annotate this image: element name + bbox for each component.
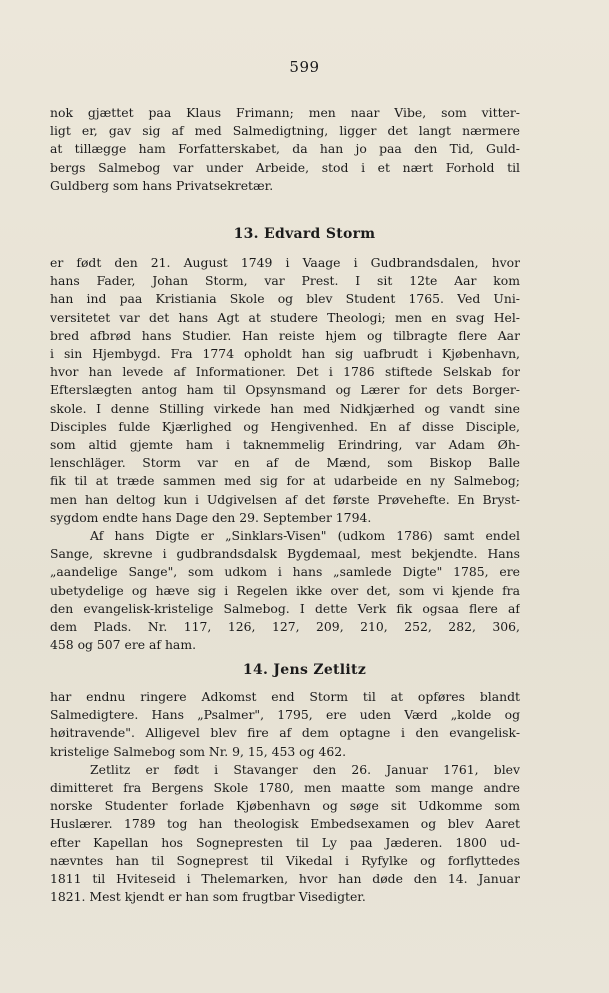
text-line: Disciples fulde Kjærlighed og Hengivenhed. En af disse Disciple,	[50, 418, 520, 434]
text-line: høitravende". Alligevel blev fire af dem optagne i den evangelisk-	[50, 725, 520, 741]
text-line: sygdom endte hans Dage den 29. September 1794.	[50, 509, 372, 525]
section-13-body	[50, 254, 520, 654]
section-heading-13: 13. Edvard Storm	[233, 226, 376, 242]
section-14-body	[50, 688, 520, 906]
text-line: Zetlitz er født i Stavanger den 26. Januar 1761, blev	[90, 761, 520, 777]
text-line: dimitteret fra Bergens Skole 1780, men maatte som mange andre	[50, 780, 520, 796]
text-line: dem Plads. Nr. 117, 126, 127, 209, 210, 252, 282, 306,	[50, 619, 520, 635]
text-line: norske Studenter forlade Kjøbenhavn og søge sit Udkomme som	[50, 798, 520, 814]
intro-paragraph	[50, 104, 520, 195]
text-line: Efterslægten antog ham til Opsynsmand og Lærer for dets Borger-	[50, 382, 520, 398]
text-line: skole. I denne Stilling virkede han med Nidkjærhed og vandt sine	[50, 400, 520, 416]
text-line: nok gjættet paa Klaus Frimann; men naar Vibe, som vitter-	[50, 105, 520, 120]
text-line: bred afbrød hans Studier. Han reiste hjem og tilbragte flere Aar	[50, 327, 520, 343]
text-line: fik til at træde sammen med sig for at udarbeide en ny Salmebog;	[50, 473, 520, 489]
text-line: kristelige Salmebog som Nr. 9, 15, 453 og 462.	[50, 743, 347, 759]
text-line: 458 og 507 ere af ham.	[50, 637, 197, 653]
text-line: ligt er, gav sig af med Salmedigtning, ligger det langt nærmere	[50, 123, 520, 139]
text-line: ubetydelige og hæve sig i Regelen ikke over det, som vi kjende fra	[50, 582, 520, 598]
text-line: nævntes han til Sogneprest til Vikedal i Ryfylke og forflyttedes	[50, 852, 520, 868]
page-number: 599	[289, 58, 320, 76]
text-line: Guldberg som hans Privatsekretær.	[50, 177, 274, 193]
text-line: hvor han levede af Informationer. Det i 1786 stiftede Selskab for	[50, 364, 520, 380]
text-line: har endnu ringere Adkomst end Storm til at opføres blandt	[50, 689, 520, 704]
text-line: versitetet var det hans Agt at studere Theologi; men en svag Hel-	[50, 309, 520, 325]
text-line: „aandelige Sange", som udkom i hans „samlede Digte" 1785, ere	[50, 564, 520, 580]
text-line: efter Kapellan hos Sognepresten til Ly paa Jæderen. 1800 ud-	[50, 834, 520, 850]
text-line: at tillægge ham Forfatterskabet, da han jo paa den Tid, Guld-	[50, 141, 520, 157]
text-line: er født den 21. August 1749 i Vaage i Gudbrandsdalen, hvor	[50, 255, 520, 270]
text-line: i sin Hjembygd. Fra 1774 opholdt han sig uafbrudt i Kjøbenhavn,	[50, 346, 520, 362]
text-line: som altid gjemte ham i taknemmelig Erindring, var Adam Øh-	[50, 437, 520, 453]
text-line: han ind paa Kristiania Skole og blev Student 1765. Ved Uni-	[50, 291, 520, 307]
text-line: 1821. Mest kjendt er han som frugtbar Visedigter.	[50, 889, 366, 905]
section-heading-14: 14. Jens Zetlitz	[242, 662, 367, 678]
text-line: Af hans Digte er „Sinklars-Visen" (udkom 1786) samt endel	[90, 528, 520, 544]
text-line: 1811 til Hviteseid i Thelemarken, hvor han døde den 14. Januar	[50, 871, 520, 887]
text-line: Huslærer. 1789 tog han theologisk Embedsexamen og blev Aaret	[50, 816, 520, 832]
text-line: den evangelisk-kristelige Salmebog. I dette Verk fik ogsaa flere af	[50, 600, 520, 616]
text-line: bergs Salmebog var under Arbeide, stod i et nært Forhold til	[50, 159, 520, 175]
text-line: lenschläger. Storm var en af de Mænd, som Biskop Balle	[50, 455, 520, 471]
text-line: hans Fader, Johan Storm, var Prest. I sit 12te Aar kom	[50, 273, 520, 289]
text-line: men han deltog kun i Udgivelsen af det første Prøvehefte. En Bryst-	[50, 491, 520, 507]
text-line: Sange, skrevne i gudbrandsdalsk Bygdemaal, mest bekjendte. Hans	[50, 546, 520, 562]
text-line: Salmedigtere. Hans „Psalmer", 1795, ere uden Værd „kolde og	[50, 707, 520, 723]
